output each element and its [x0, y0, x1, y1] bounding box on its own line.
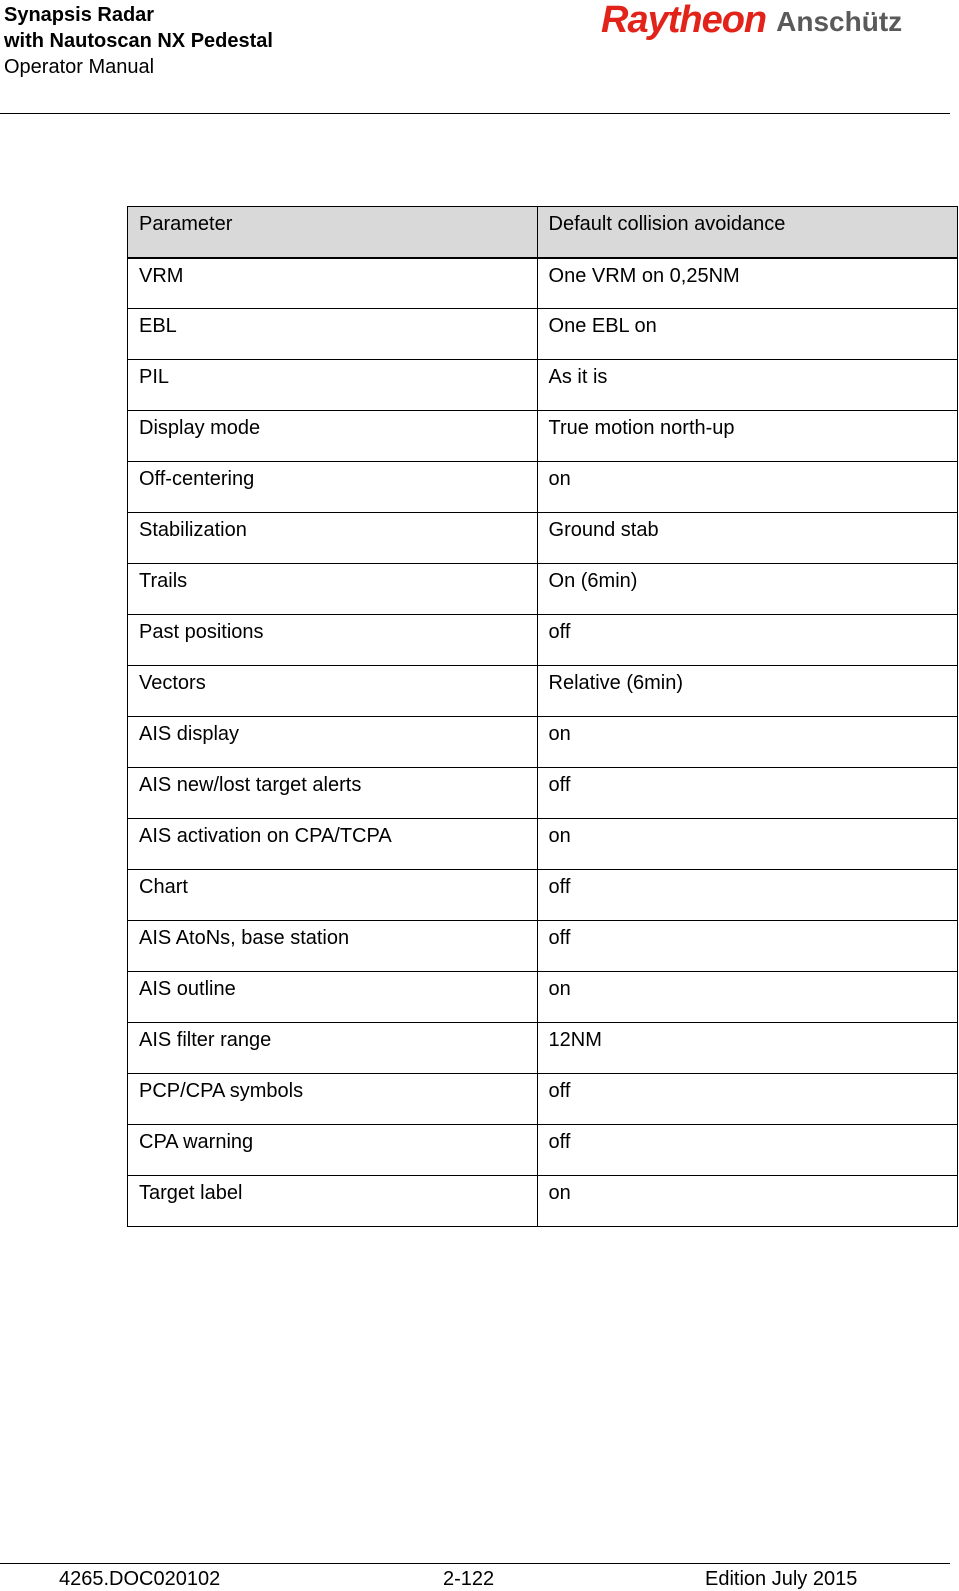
value-cell: off: [537, 768, 957, 819]
table-row: [128, 1074, 958, 1125]
value-cell: On (6min): [537, 564, 957, 615]
table-row: [128, 819, 958, 870]
parameter-cell: Display mode: [128, 411, 538, 462]
value-cell: on: [537, 462, 957, 513]
parameter-cell: Past positions: [128, 615, 538, 666]
value-cell: off: [537, 1074, 957, 1125]
parameter-cell: Chart: [128, 870, 538, 921]
value-cell: on: [537, 819, 957, 870]
parameter-cell: Trails: [128, 564, 538, 615]
table-row: [128, 258, 958, 309]
parameter-cell: AIS display: [128, 717, 538, 768]
table-row: [128, 564, 958, 615]
table-row: [128, 972, 958, 1023]
footer-page-number: 2-122: [443, 1568, 495, 1590]
value-cell: on: [537, 1176, 957, 1227]
table-header-row: [128, 207, 958, 258]
value-cell: True motion north-up: [537, 411, 957, 462]
value-cell: off: [537, 870, 957, 921]
parameter-cell: VRM: [128, 258, 538, 309]
table-body: [128, 258, 958, 1227]
column-header-parameter: Parameter: [128, 207, 538, 258]
header-title-line2: with Nautoscan NX Pedestal: [4, 30, 273, 52]
value-cell: One VRM on 0,25NM: [537, 258, 957, 309]
logo-sub: Anschütz: [776, 6, 903, 37]
parameter-cell: AIS activation on CPA/TCPA: [128, 819, 538, 870]
table-row: [128, 360, 958, 411]
header-title-line1: Synapsis Radar: [4, 4, 155, 26]
footer-edition: Edition July 2015: [705, 1568, 858, 1590]
parameter-cell: Target label: [128, 1176, 538, 1227]
table-row: [128, 921, 958, 972]
header-subtitle: Operator Manual: [4, 56, 155, 78]
header-divider: [0, 113, 950, 114]
table-row: [128, 411, 958, 462]
table-row: [128, 666, 958, 717]
table-row: [128, 870, 958, 921]
value-cell: As it is: [537, 360, 957, 411]
table-row: [128, 462, 958, 513]
parameter-cell: PIL: [128, 360, 538, 411]
parameter-table: [127, 206, 958, 1227]
table-row: [128, 615, 958, 666]
value-cell: Relative (6min): [537, 666, 957, 717]
table-row: [128, 768, 958, 819]
parameter-cell: AIS outline: [128, 972, 538, 1023]
parameter-cell: CPA warning: [128, 1125, 538, 1176]
table-row: [128, 309, 958, 360]
parameter-cell: AIS filter range: [128, 1023, 538, 1074]
document-header: [4, 2, 273, 80]
table-row: [128, 1176, 958, 1227]
parameter-cell: Off-centering: [128, 462, 538, 513]
parameter-cell: Stabilization: [128, 513, 538, 564]
value-cell: on: [537, 972, 957, 1023]
parameter-cell: EBL: [128, 309, 538, 360]
footer-divider: [0, 1563, 950, 1564]
parameter-cell: AIS new/lost target alerts: [128, 768, 538, 819]
value-cell: Ground stab: [537, 513, 957, 564]
value-cell: on: [537, 717, 957, 768]
table-row: [128, 1023, 958, 1074]
table-row: [128, 717, 958, 768]
value-cell: 12NM: [537, 1023, 957, 1074]
parameter-cell: PCP/CPA symbols: [128, 1074, 538, 1125]
parameter-cell: Vectors: [128, 666, 538, 717]
value-cell: off: [537, 921, 957, 972]
value-cell: One EBL on: [537, 309, 957, 360]
raytheon-anschutz-logo: [601, 0, 946, 44]
footer-doc-number: 4265.DOC020102: [59, 1568, 221, 1590]
parameter-cell: AIS AtoNs, base station: [128, 921, 538, 972]
table-row: [128, 1125, 958, 1176]
table-row: [128, 513, 958, 564]
value-cell: off: [537, 1125, 957, 1176]
column-header-default: Default collision avoidance: [537, 207, 957, 258]
logo-brand: Raytheon: [601, 0, 767, 41]
value-cell: off: [537, 615, 957, 666]
